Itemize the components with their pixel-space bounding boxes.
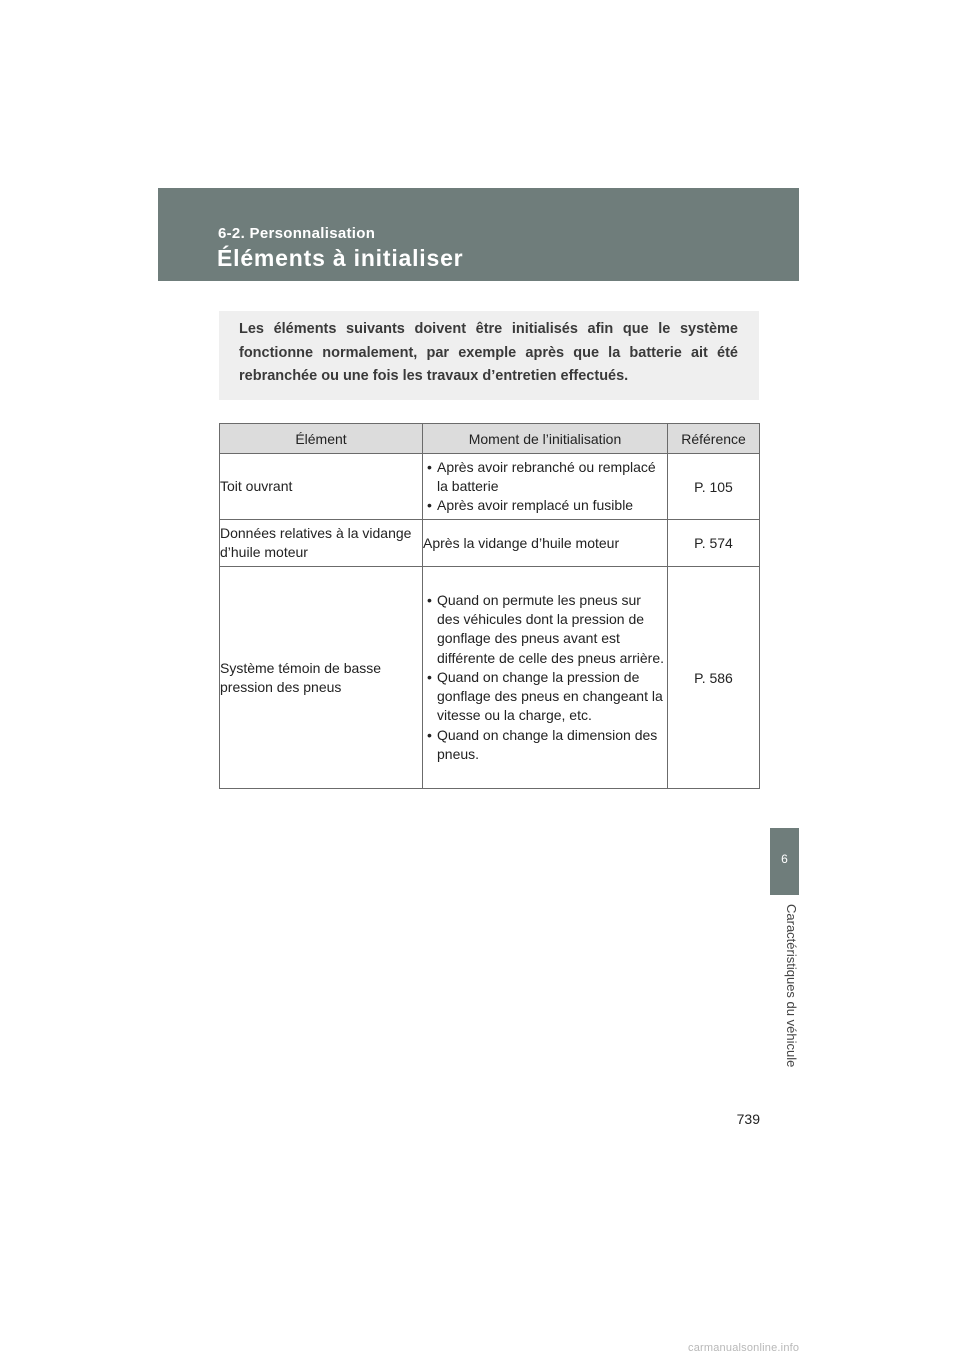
list-item: • Quand on change la pression de gonflage des pneus en changeant la vitesse ou la charge, etc. xyxy=(427,668,663,724)
bullet-icon: • xyxy=(427,458,432,475)
row-reference: P. 105 xyxy=(668,454,760,520)
list-item: • Après avoir rebranché ou remplacé la batterie xyxy=(427,458,656,494)
bullet-icon: • xyxy=(427,497,432,514)
row-timing xyxy=(423,567,668,789)
intro-text: Les éléments suivants doivent être initialisés afin que le système fonctionne normalement, par exemple après que la batterie ait été rebranchée ou une fois les travaux d’entretien effectués. xyxy=(239,321,738,384)
table-row xyxy=(220,520,760,567)
chapter-title: Caractéristiques du véhicule xyxy=(784,904,799,1068)
row-item: Données relatives à la vidange d’huile moteur xyxy=(220,520,423,567)
row-item: Système témoin de basse pression des pneus xyxy=(220,567,423,789)
chapter-number: 6 xyxy=(781,852,788,866)
table-row xyxy=(220,454,760,520)
watermark: carmanualsonline.info xyxy=(688,1342,800,1354)
bullet-icon: • xyxy=(427,591,432,608)
section-label: 6-2. Personnalisation xyxy=(218,225,376,242)
page-number: 739 xyxy=(736,1111,760,1127)
table-header-row xyxy=(220,424,760,454)
row-item: Toit ouvrant xyxy=(220,454,423,520)
column-header-reference: Référence xyxy=(668,424,760,454)
row-reference: P. 574 xyxy=(668,520,760,567)
column-header-item: Élément xyxy=(220,424,423,454)
table-row xyxy=(220,567,760,789)
row-timing xyxy=(423,454,668,520)
page-title: Éléments à initialiser xyxy=(217,245,464,271)
timing-list xyxy=(423,458,667,516)
list-item: • Après avoir remplacé un fusible xyxy=(423,496,667,515)
list-item: • Quand on change la dimension des pneus. xyxy=(427,726,658,763)
list-item: • Quand on permute les pneus sur des véhicules dont la pression de gonflage des pneus avant est différente de celle des pneus arrière. xyxy=(427,591,664,666)
bullet-icon: • xyxy=(427,668,432,685)
row-timing: Après la vidange d’huile moteur xyxy=(423,520,668,567)
row-reference: P. 586 xyxy=(668,567,760,789)
column-header-timing: Moment de l’initialisation xyxy=(423,424,668,454)
timing-list xyxy=(423,591,667,765)
bullet-icon: • xyxy=(427,726,432,743)
initialization-table xyxy=(219,423,760,789)
